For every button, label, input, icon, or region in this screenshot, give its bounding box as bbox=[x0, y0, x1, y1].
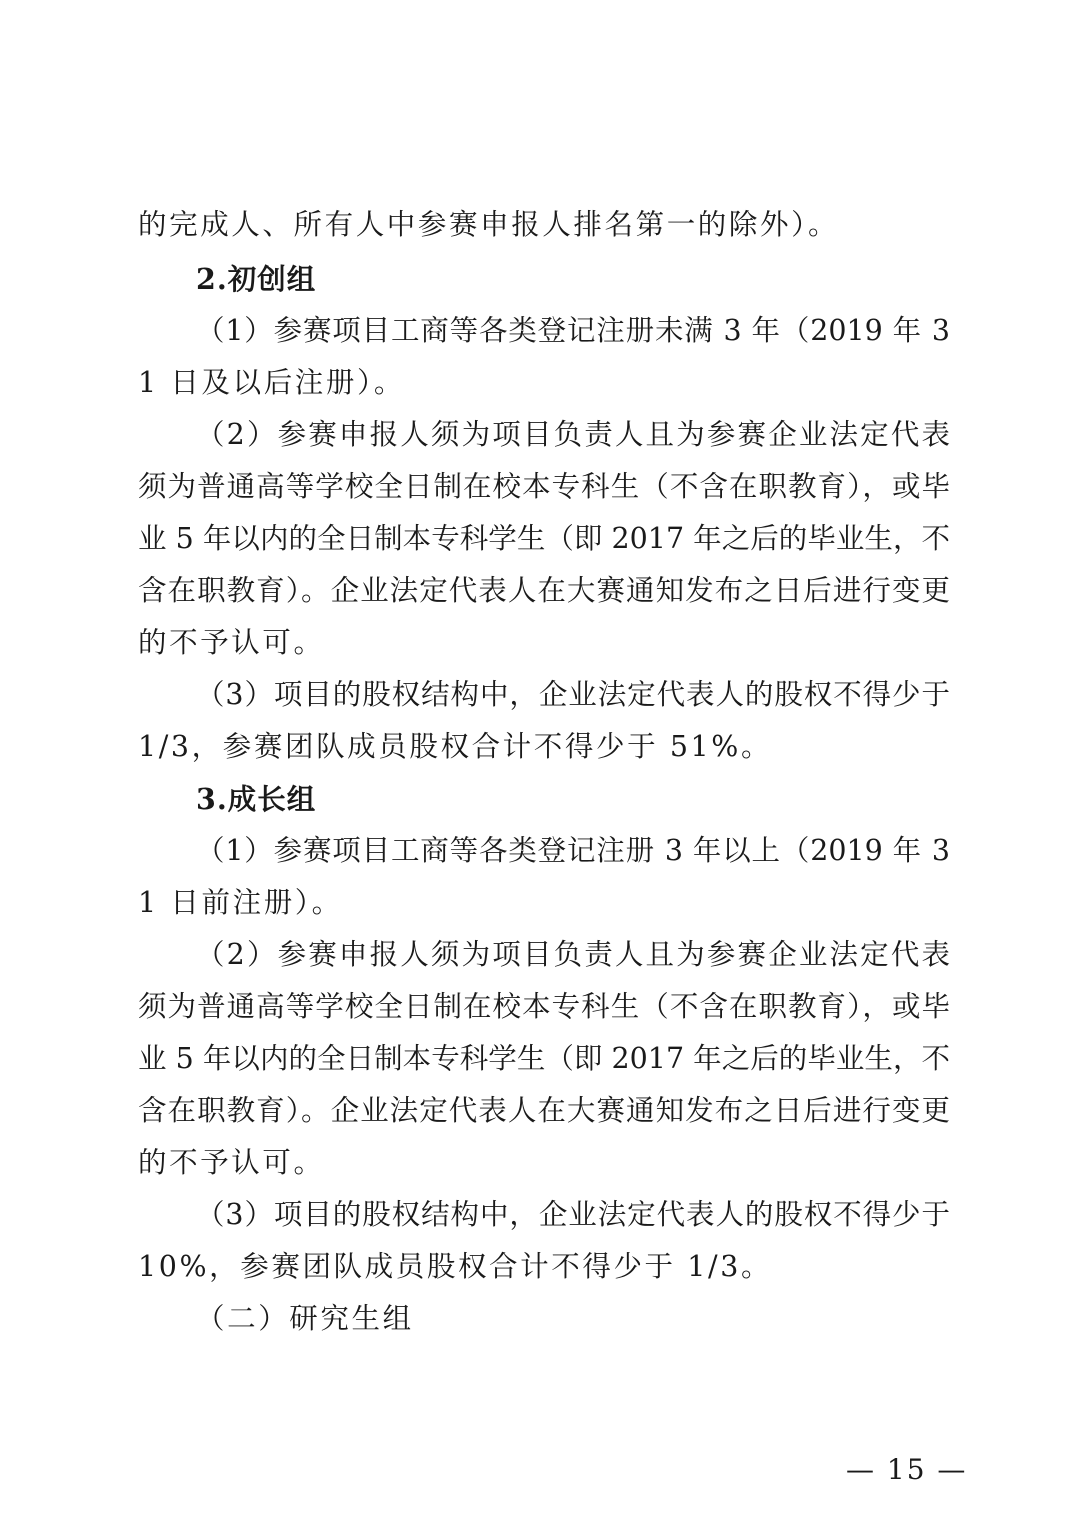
paragraph-line: 10%，参赛团队成员股权合计不得少于 1/3。 bbox=[138, 1250, 773, 1283]
paragraph-line: 须为普通高等学校全日制在校本专科生（不含在职教育），或毕 bbox=[138, 990, 950, 1023]
paragraph-line: 业 5 年以内的全日制本专科学生（即 2017 年之后的毕业生，不 bbox=[138, 1042, 950, 1075]
section-heading-growth-group: 3.成长组 bbox=[196, 782, 317, 816]
paragraph-line: （2）参赛申报人须为项目负责人且为参赛企业法定代表 bbox=[196, 418, 950, 451]
paragraph-line: 含在职教育）。企业法定代表人在大赛通知发布之日后进行变更 bbox=[138, 1094, 950, 1127]
paragraph-line: 的完成人、所有人中参赛申报人排名第一的除外）。 bbox=[138, 208, 840, 241]
paragraph-line: 含在职教育）。企业法定代表人在大赛通知发布之日后进行变更 bbox=[138, 574, 950, 607]
paragraph-line: 1/3，参赛团队成员股权合计不得少于 51%。 bbox=[138, 730, 773, 763]
paragraph-line: 业 5 年以内的全日制本专科学生（即 2017 年之后的毕业生，不 bbox=[138, 522, 950, 555]
paragraph-line: （3）项目的股权结构中，企业法定代表人的股权不得少于 bbox=[196, 678, 950, 711]
paragraph-line: （3）项目的股权结构中，企业法定代表人的股权不得少于 bbox=[196, 1198, 950, 1231]
section-heading-startup-group: 2.初创组 bbox=[196, 262, 317, 296]
paragraph-line: 须为普通高等学校全日制在校本专科生（不含在职教育），或毕 bbox=[138, 470, 950, 503]
paragraph-line: 1 日及以后注册）。 bbox=[138, 366, 405, 399]
page-number: — 15 — bbox=[846, 1453, 968, 1486]
paragraph-line: 的不予认可。 bbox=[138, 1146, 325, 1179]
paragraph-line: （1）参赛项目工商等各类登记注册 3 年以上（2019 年 3 bbox=[196, 834, 950, 867]
paragraph-line: （2）参赛申报人须为项目负责人且为参赛企业法定代表 bbox=[196, 938, 950, 971]
paragraph-line: （1）参赛项目工商等各类登记注册未满 3 年（2019 年 3 bbox=[196, 314, 950, 347]
paragraph-line: 1 日前注册）。 bbox=[138, 886, 343, 919]
paragraph-line: 的不予认可。 bbox=[138, 626, 325, 659]
section-heading-graduate-group: （二）研究生组 bbox=[196, 1302, 414, 1335]
